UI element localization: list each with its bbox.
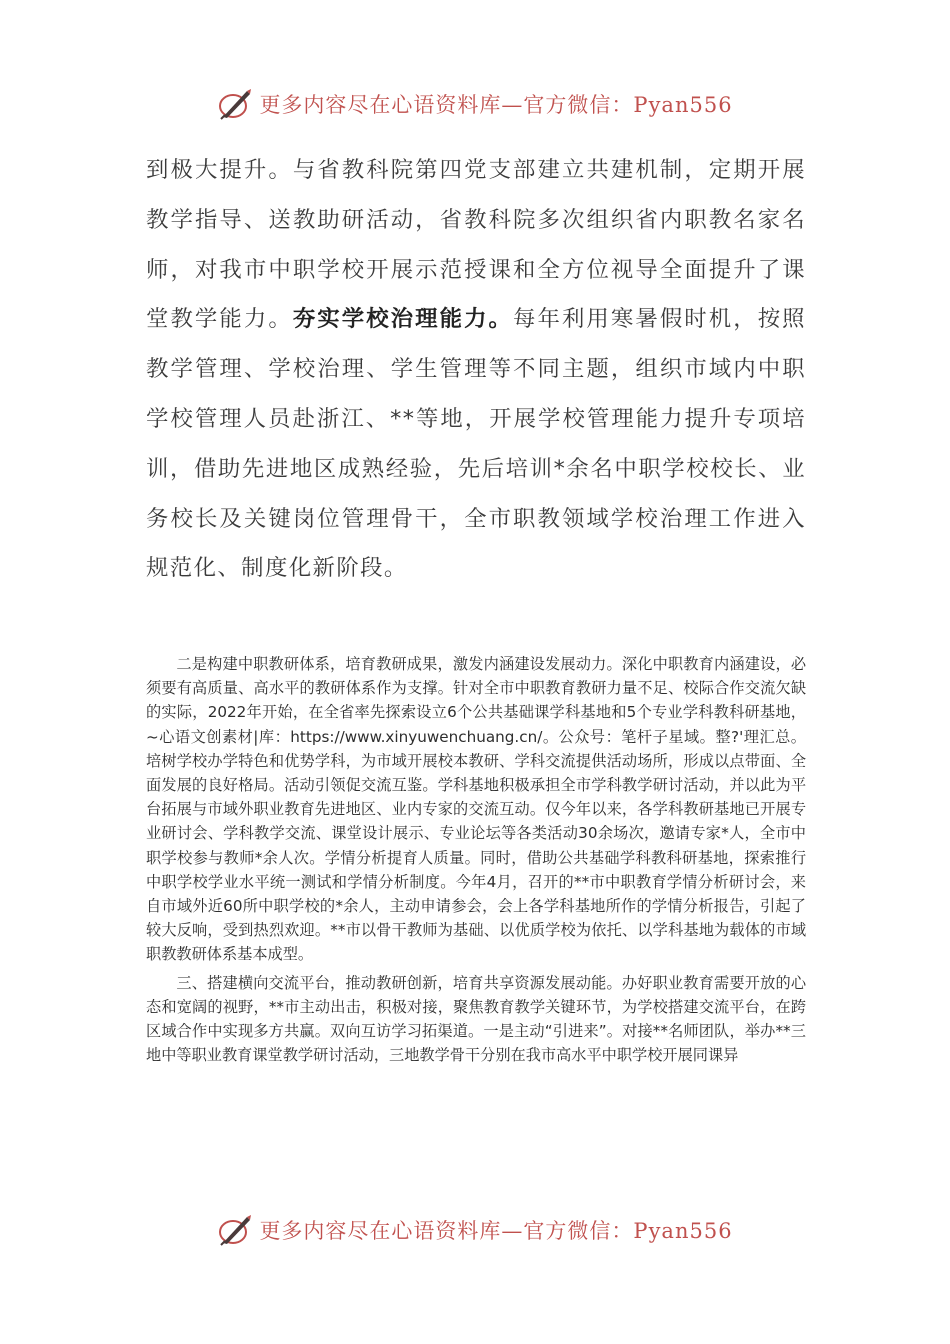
footer-banner [0, 1210, 950, 1250]
body-sections-2-3 [146, 652, 806, 1071]
section2-paragraph: 二是构建中职教研体系，培育教研成果，激发内涵建设发展动力。深化中职教育内涵建设，必须要有高质量、高水平的教研体系作为支撑。针对全市中职教育教研力量不足、校际合作交流欠缺的实际，2022年开始，在全省率先探索设立6个公共基础课学科基地和5个专业学科教科研基地，~心语文创素材|库：https://www.xinyuwenchuang.cn/。公众号：笔杆子星域。整?'理汇总。培树学校办学特色和优势学科，为市域开展校本教研、学科交流提供活动场所，形成以点带面、全面发展的良好格局。活动引领促交流互鉴。学科基地积极承担全市学科教学研讨活动，并以此为平台拓展与市域外职业教育先进地区、业内专家的交流互动。仅今年以来，各学科教研基地已开展专业研讨会、学科教学交流、课堂设计展示、专业论坛等各类活动30余场次，邀请专家*人，全市中职学校参与教师*余人次。学情分析提育人质量。同时，借助公共基础学科教科研基地，探索推行中职学校学业水平统一测试和学情分析制度。今年4月，召开的**市中职教育学情分析研讨会，来自市域外近60所中职学校的*余人，主动申请参会，会上各学科基地所作的学情分析报告，引起了较大反响，受到热烈欢迎。**市以骨干教师为基础、以优质学校为依托、以学科基地为载体的市域职教教研体系基本成型。 [146, 655, 806, 964]
section3-paragraph: 三、搭建横向交流平台，推动教研创新，培育共享资源发展动能。办好职业教育需要开放的心态和宽阔的视野，**市主动出击，积极对接，聚焦教育教学关键环节，为学校搭建交流平台，在跨区域合作中实现多方共赢。双向互访学习拓渠道。一是主动“引进来”。对接**名师团队，举办**三地中等职业教育课堂教学研讨活动，三地教学骨干分别在我市高水平中职学校开展同课异 [146, 973, 806, 1065]
section1-bold-heading: 夯实学校治理能力。 [292, 306, 514, 333]
section1-text-b: 每年利用寒暑假时机，按照教学管理、学校治理、学生管理等不同主题，组织市域内中职学校管理人员赴浙江、**等地，开展学校管理能力提升专项培训，借助先进地区成熟经验，先后培训*余名中职学校校长、业务校长及关键岗位管理骨干，全市职教领域学校治理工作进入规范化、制度化新阶段。 [146, 306, 806, 582]
quill-pen-logo-icon [217, 87, 253, 121]
footer-banner-text: 更多内容尽在心语资料库—官方微信：Pyan556 [259, 1219, 733, 1243]
body-section-1 [146, 146, 806, 594]
header-banner-text: 更多内容尽在心语资料库—官方微信：Pyan556 [259, 93, 733, 117]
header-banner [0, 84, 950, 124]
section1-text-a: 到极大提升。与省教科院第四党支部建立共建机制，定期开展教学指导、送教助研活动，省教科院多次组织省内职教名家名师，对我市中职学校开展示范授课和全方位视导全面提升了课堂教学能力。 [146, 157, 806, 333]
quill-pen-logo-icon [217, 1213, 253, 1247]
